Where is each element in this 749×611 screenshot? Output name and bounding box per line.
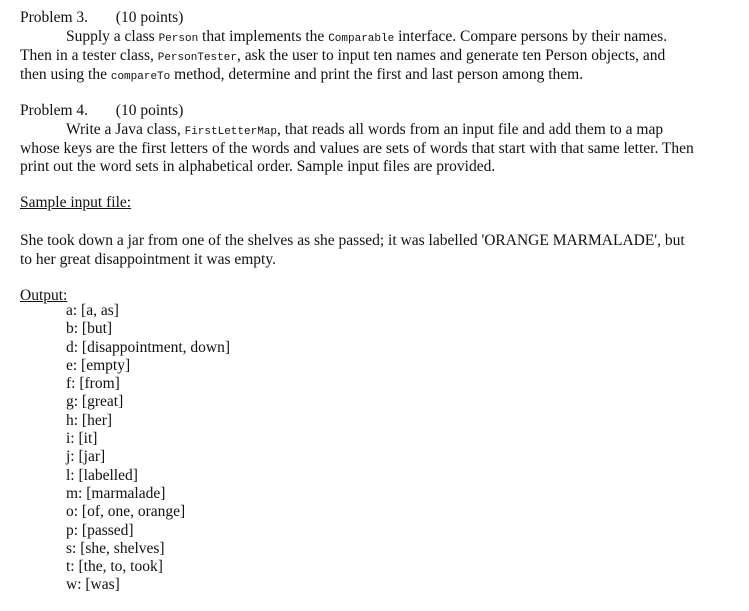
problem3-number: Problem 3. xyxy=(20,9,89,26)
problem3-line-2 xyxy=(20,47,665,65)
text-segment: , that reads all words from an input file and add them to a map xyxy=(277,121,664,138)
text-segment: Supply a class xyxy=(66,28,159,45)
problem4-line-1 xyxy=(66,121,663,139)
sample-heading: Sample input file: xyxy=(20,194,132,211)
output-line: s: [she, shelves] xyxy=(66,539,165,557)
text-segment: , ask the user to input ten names and generate ten Person objects, and xyxy=(236,47,666,64)
problem4-points: (10 points) xyxy=(115,102,184,119)
problem4-header xyxy=(20,102,183,120)
problem3-line-3 xyxy=(20,66,583,84)
output-line: f: [from] xyxy=(66,375,120,393)
code-comparable: Comparable xyxy=(328,33,395,45)
output-line: m: [marmalade] xyxy=(66,484,166,502)
problem3-points: (10 points) xyxy=(115,9,184,26)
output-line: o: [of, one, orange] xyxy=(66,503,186,521)
code-compareto: compareTo xyxy=(110,71,171,83)
problem4-line-3: print out the word sets in alphabetical order. Sample input files are provided. xyxy=(20,158,496,175)
output-line: w: [was] xyxy=(66,576,120,594)
code-firstlettermap: FirstLetterMap xyxy=(184,126,278,138)
problem3-header xyxy=(20,9,183,27)
text-segment: method, determine and print the first and last person among them. xyxy=(170,66,584,83)
sample-line-1: She took down a jar from one of the shelves as she passed; it was labelled 'ORANGE MARMALADE', but xyxy=(20,232,685,249)
output-line: i: [it] xyxy=(66,430,98,448)
output-line: j: [jar] xyxy=(66,448,106,466)
output-heading: Output: xyxy=(20,287,68,304)
output-line: e: [empty] xyxy=(66,356,131,374)
problem4-number: Problem 4. xyxy=(20,102,89,119)
text-segment: Write a Java class, xyxy=(66,121,185,138)
code-person: Person xyxy=(158,33,199,45)
text-segment: Then in a tester class, xyxy=(20,47,158,64)
problem4-line-2: whose keys are the first letters of the words and values are sets of words that start with that same letter. Then xyxy=(20,140,694,157)
output-line: t: [the, to, took] xyxy=(66,558,163,576)
problem3-line-1 xyxy=(66,28,667,46)
output-list xyxy=(66,302,230,595)
code-persontester: PersonTester xyxy=(157,52,237,64)
text-segment: that implements the xyxy=(198,28,329,45)
output-line: g: [great] xyxy=(66,393,124,411)
output-line: a: [a, as] xyxy=(66,302,119,319)
output-line: d: [disappointment, down] xyxy=(66,338,231,356)
output-line: h: [her] xyxy=(66,411,113,429)
output-line: b: [but] xyxy=(66,320,113,338)
output-line: p: [passed] xyxy=(66,521,134,539)
output-line: l: [labelled] xyxy=(66,466,138,484)
text-segment: then using the xyxy=(20,66,111,83)
text-segment: interface. Compare persons by their names. xyxy=(394,28,668,45)
sample-line-2: to her great disappointment it was empty. xyxy=(20,251,276,268)
